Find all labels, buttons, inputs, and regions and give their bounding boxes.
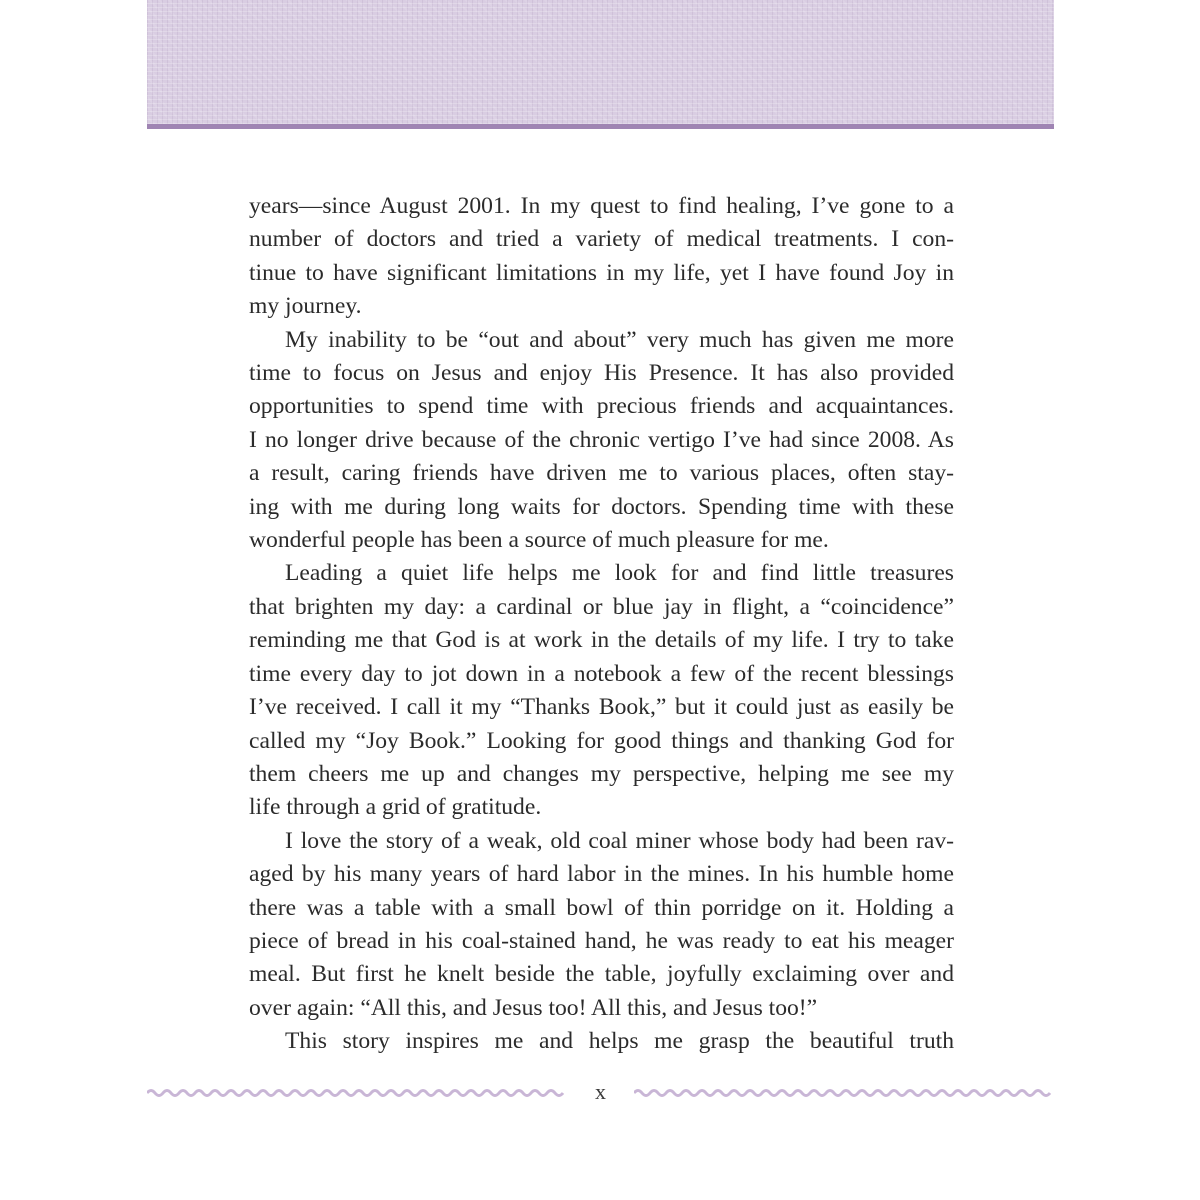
text-line: that brighten my day: a cardinal or blue jay in flight, a “coincidence” [249,593,954,620]
text-line: meal. But first he knelt beside the table, joyfully exclaiming over and [249,961,954,988]
footer-wave-right-ornament [634,1088,1054,1098]
footer-wave-left-ornament [147,1088,567,1098]
text-line: opportunities to spend time with precious friends and acquaintances. [249,393,954,420]
text-line: years—since August 2001. In my quest to find healing, I’ve gone to a [249,193,954,219]
paragraph-5 [249,1025,954,1058]
text-line: over again: “All this, and Jesus too! All this, and Jesus too!” [249,994,818,1021]
text-line: my journey. [249,293,362,320]
text-line: I’ve received. I call it my “Thanks Book,” but it could just as easily be [249,694,954,721]
text-line: time to focus on Jesus and enjoy His Presence. It has also provided [249,360,954,387]
text-line: I no longer drive because of the chronic vertigo I’ve had since 2008. As [249,426,954,453]
text-line: number of doctors and tried a variety of medical treatments. I con- [249,226,954,253]
paragraph-2 [249,324,954,558]
text-line: reminding me that God is at work in the details of my life. I try to take [249,627,954,654]
text-line: called my “Joy Book.” Looking for good things and thanking God for [249,727,954,754]
text-line: piece of bread in his coal-stained hand, he was ready to eat his meager [249,927,954,954]
text-line: ing with me during long waits for doctors. Spending time with these [249,493,954,520]
text-line: there was a table with a small bowl of thin porridge on it. Holding a [249,894,954,921]
text-line: Leading a quiet life helps me look for and find little treasures [285,560,954,587]
text-line: I love the story of a weak, old coal miner whose body had been rav- [285,827,954,854]
text-line: them cheers me up and changes my perspective, helping me see my [249,760,954,787]
paragraph-3 [249,557,954,824]
paragraph-1 [249,190,954,324]
text-line: My inability to be “out and about” very much has given me more [285,326,954,353]
text-line: This story inspires me and helps me grasp the beautiful truth [285,1028,954,1055]
text-line: aged by his many years of hard labor in the mines. In his humble home [249,861,954,888]
body-text [249,190,954,1059]
text-line: a result, caring friends have driven me to various places, often stay- [249,460,954,487]
text-line: tinue to have significant limitations in my life, yet I have found Joy in [249,259,954,286]
page-number: x [595,1079,606,1104]
text-line: life through a grid of gratitude. [249,794,542,821]
page-footer [147,1078,1054,1108]
paragraph-4 [249,825,954,1025]
text-line: wonderful people has been a source of much pleasure for me. [249,527,829,554]
header-band-edge [147,124,1054,129]
header-fabric-band [147,0,1054,128]
text-line: time every day to jot down in a notebook a few of the recent blessings [249,660,954,687]
